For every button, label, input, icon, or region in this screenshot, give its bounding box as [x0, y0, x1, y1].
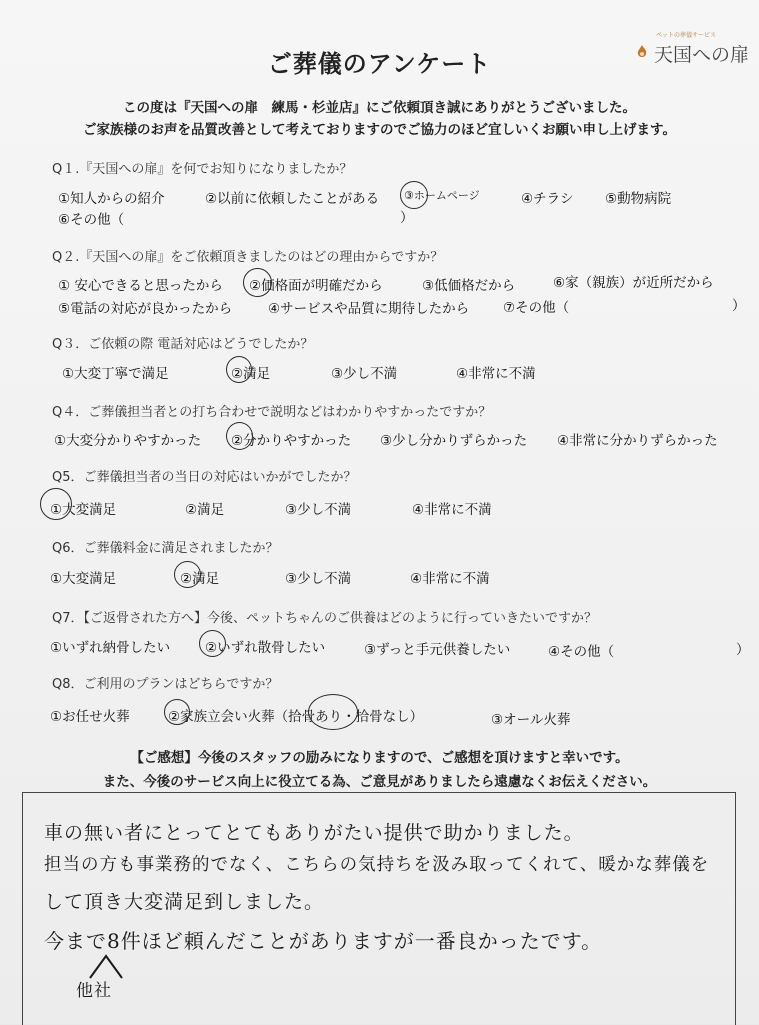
q6-option-1[interactable]: ①大変満足: [50, 571, 117, 587]
q4-option-4[interactable]: ④非常に分かりずらかった: [557, 433, 718, 449]
question-6: Q6．ご葬儀料金に満足されましたか？: [52, 541, 279, 556]
q6-answer-circle: [174, 561, 201, 588]
q2-option-4[interactable]: ④サービスや品質に期待したから: [268, 301, 470, 317]
q7-answer-circle: [199, 630, 226, 657]
q1-option-2[interactable]: ②以前に依頼したことがある: [205, 191, 380, 207]
q2-option-2[interactable]: ②価格面が明確だから: [249, 278, 383, 294]
question-8: Q8．ご利用のプランはどちらですか？: [52, 677, 279, 692]
intro-line-2: ご家族様のお声を品質改善として考えておりますのでご協力のほど宜しいくお願い申し上げます。: [83, 122, 676, 138]
q2-answer-circle: [243, 268, 272, 297]
q2-option-7-close: ）: [732, 298, 746, 314]
q4-option-1[interactable]: ①大変分かりやすかった: [54, 433, 202, 449]
q8-answer-circle: [164, 699, 190, 725]
q1-option-6[interactable]: ⑥その他（: [58, 212, 125, 228]
q3-option-1[interactable]: ①大変丁寧で満足: [62, 366, 169, 382]
q4-answer-circle: [226, 422, 253, 450]
question-2: Q２.『天国への扉』をご依頼頂きましたのはどの理由からですか？: [52, 250, 444, 265]
q5-option-4[interactable]: ④非常に不満: [412, 502, 492, 518]
q3-option-3[interactable]: ③少し不満: [331, 366, 398, 382]
q1-option-5[interactable]: ⑤動物病院: [605, 191, 672, 207]
logo-text: 天国への扉: [654, 44, 750, 66]
question-4: Q４．ご葬儀担当者との打ち合わせで説明などはわかりやすかったですか？: [52, 405, 492, 420]
q1-answer-circle: [400, 181, 428, 209]
comment-line-2: 担当の方も事業務的でなく、こちらの気持ちを汲み取ってくれて、暖かな葬儀を: [44, 855, 710, 875]
comment-insert-note: 他社: [76, 981, 112, 1001]
q4-option-3[interactable]: ③少し分かりずらかった: [380, 433, 528, 449]
q1-option-6-close: ）: [400, 210, 414, 226]
comment-line-4: 今まで8件ほど頼んだことがありますが一番良かったです。: [44, 929, 603, 953]
brand-logo: [630, 30, 750, 70]
question-3: Q３．ご依頼の際 電話対応はどうでしたか？: [52, 337, 314, 352]
q2-option-7[interactable]: ⑦その他（: [503, 300, 570, 316]
q5-option-1[interactable]: ①大変満足: [50, 502, 117, 518]
q8-option-2[interactable]: ②家族立会い火葬（拾骨あり・拾骨なし）: [168, 709, 424, 725]
q2-option-3[interactable]: ③低価格だから: [422, 278, 516, 294]
paw-flame-icon: [634, 44, 650, 60]
q3-option-4[interactable]: ④非常に不満: [456, 366, 536, 382]
q5-answer-circle: [40, 488, 72, 520]
q1-option-1[interactable]: ①知人からの紹介: [58, 191, 165, 207]
q2-option-6[interactable]: ⑥家（親族）が近所だから: [553, 275, 714, 291]
q1-option-3[interactable]: ③ホームページ: [404, 189, 480, 202]
page-title: ご葬儀のアンケート: [267, 50, 492, 78]
question-5: Q5．ご葬儀担当者の当日の対応はいかがでしたか？: [52, 470, 357, 485]
comment-heading-2: また、今後のサービス向上に役立てる為、ご意見がありましたら遠慮なくお伝えください。: [102, 774, 657, 790]
question-7: Q7．【ご返骨された方へ】今後、ペットちゃんのご供養はどのように行っていきたいですか？: [52, 611, 598, 626]
q8-sub-answer-circle: [308, 694, 358, 730]
q1-option-4[interactable]: ④チラシ: [521, 191, 574, 207]
q8-option-3[interactable]: ③オール火葬: [491, 712, 571, 728]
q7-option-1[interactable]: ①いずれ納骨したい: [50, 640, 171, 656]
q6-option-2[interactable]: ②満足: [180, 571, 220, 587]
comment-line-3: して頂き大変満足到しました。: [44, 891, 325, 913]
q4-option-2[interactable]: ②分かりやすかった: [231, 433, 352, 449]
q3-option-2[interactable]: ②満足: [231, 366, 271, 382]
q7-option-3[interactable]: ③ずっと手元供養したい: [364, 642, 511, 658]
intro-line-1: この度は『天国への扉 練馬・杉並店』にご依頼頂き誠にありがとうございました。: [123, 100, 636, 116]
q2-option-1[interactable]: ① 安心できると思ったから: [58, 278, 223, 294]
q3-answer-circle: [226, 356, 252, 383]
q8-option-1[interactable]: ①お任せ火葬: [50, 709, 130, 725]
q7-option-4[interactable]: ④その他（: [548, 644, 615, 660]
q6-option-4[interactable]: ④非常に不満: [410, 571, 490, 587]
question-1: Q１.『天国への扉』を何でお知りになりましたか？: [52, 162, 353, 177]
comment-line-1: 車の無い者にとってとてもありがたい提供で助かりました。: [44, 822, 584, 844]
q7-option-4-close: ）: [736, 642, 750, 658]
q2-option-5[interactable]: ⑤電話の対応が良かったから: [58, 301, 233, 317]
comment-heading-1: 【ご感想】今後のスタッフの励みになりますので、ご感想を頂けますと幸いです。: [130, 750, 629, 766]
logo-tagline: ペットの葬儀サービス: [656, 32, 717, 39]
q5-option-3[interactable]: ③少し不満: [285, 502, 352, 518]
q7-option-2[interactable]: ②いずれ散骨したい: [205, 640, 326, 656]
q6-option-3[interactable]: ③少し不満: [285, 571, 352, 587]
q5-option-2[interactable]: ②満足: [185, 502, 225, 518]
